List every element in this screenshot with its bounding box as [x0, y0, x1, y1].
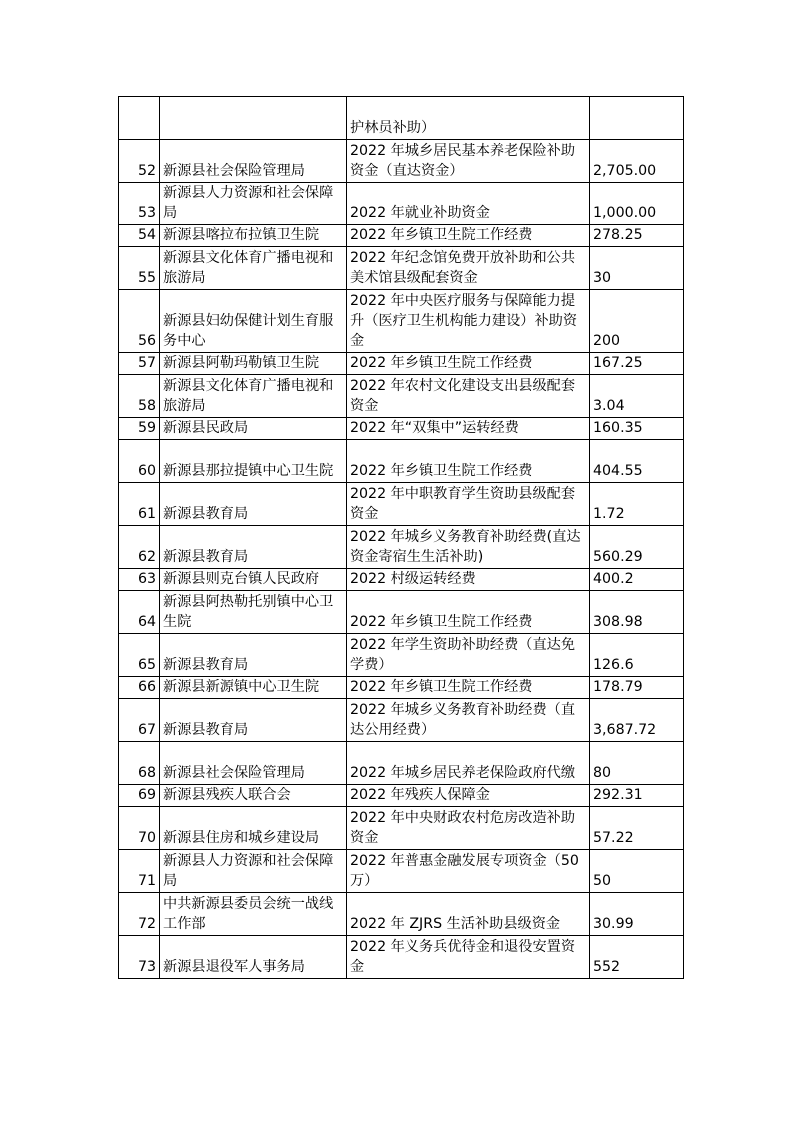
amount-cell [590, 97, 684, 140]
project-name-cell: 2022 年学生资助补助经费（直达免学费） [347, 634, 590, 677]
unit-name-cell: 新源县住房和城乡建设局 [160, 807, 347, 850]
project-name-cell: 2022 年乡镇卫生院工作经费 [347, 440, 590, 483]
amount-cell: 178.79 [590, 677, 684, 699]
project-name-cell: 2022 年农村文化建设支出县级配套资金 [347, 375, 590, 418]
amount-cell: 308.98 [590, 591, 684, 634]
project-name-cell: 2022 年普惠金融发展专项资金（50 万） [347, 850, 590, 893]
project-name-cell: 2022 年中央医疗服务与保障能力提升（医疗卫生机构能力建设）补助资金 [347, 290, 590, 353]
project-name-cell: 2022 年义务兵优待金和退役安置资金 [347, 936, 590, 979]
table-row [119, 183, 684, 225]
table-row [119, 742, 684, 785]
unit-name-cell: 新源县教育局 [160, 483, 347, 526]
table-row [119, 591, 684, 634]
project-name-cell: 2022 年城乡义务教育补助经费（直达公用经费） [347, 699, 590, 742]
project-name-cell: 2022 年纪念馆免费开放补助和公共美术馆县级配套资金 [347, 247, 590, 290]
project-name-cell: 2022 年乡镇卫生院工作经费 [347, 591, 590, 634]
project-name-cell: 护林员补助） [347, 97, 590, 140]
row-number-cell: 69 [119, 785, 160, 807]
row-number-cell: 60 [119, 440, 160, 483]
amount-cell: 57.22 [590, 807, 684, 850]
row-number-cell: 67 [119, 699, 160, 742]
row-number-cell: 73 [119, 936, 160, 979]
amount-cell: 292.31 [590, 785, 684, 807]
row-number-cell: 56 [119, 290, 160, 353]
table-row [119, 677, 684, 699]
project-name-cell: 2022 年 ZJRS 生活补助县级资金 [347, 893, 590, 936]
amount-cell: 167.25 [590, 353, 684, 375]
amount-cell: 30 [590, 247, 684, 290]
table-row [119, 247, 684, 290]
table-row [119, 290, 684, 353]
unit-name-cell: 新源县社会保险管理局 [160, 742, 347, 785]
unit-name-cell [160, 97, 347, 140]
unit-name-cell: 新源县民政局 [160, 418, 347, 440]
table-row [119, 526, 684, 569]
project-name-cell: 2022 年中职教育学生资助县级配套资金 [347, 483, 590, 526]
table-row [119, 483, 684, 526]
table-row [119, 375, 684, 418]
unit-name-cell: 新源县那拉提镇中心卫生院 [160, 440, 347, 483]
row-number-cell: 61 [119, 483, 160, 526]
amount-cell: 50 [590, 850, 684, 893]
unit-name-cell: 新源县文化体育广播电视和旅游局 [160, 247, 347, 290]
amount-cell: 404.55 [590, 440, 684, 483]
amount-cell: 30.99 [590, 893, 684, 936]
amount-cell: 1,000.00 [590, 183, 684, 225]
amount-cell: 160.35 [590, 418, 684, 440]
row-number-cell: 70 [119, 807, 160, 850]
row-number-cell: 68 [119, 742, 160, 785]
row-number-cell [119, 97, 160, 140]
unit-name-cell: 新源县妇幼保健计划生育服务中心 [160, 290, 347, 353]
amount-cell: 2,705.00 [590, 140, 684, 183]
amount-cell: 278.25 [590, 225, 684, 247]
unit-name-cell: 新源县新源镇中心卫生院 [160, 677, 347, 699]
table-row [119, 418, 684, 440]
row-number-cell: 64 [119, 591, 160, 634]
row-number-cell: 63 [119, 569, 160, 591]
row-number-cell: 54 [119, 225, 160, 247]
row-number-cell: 53 [119, 183, 160, 225]
amount-cell: 80 [590, 742, 684, 785]
amount-cell: 126.6 [590, 634, 684, 677]
table-row [119, 807, 684, 850]
row-number-cell: 55 [119, 247, 160, 290]
unit-name-cell: 新源县文化体育广播电视和旅游局 [160, 375, 347, 418]
project-name-cell: 2022 年就业补助资金 [347, 183, 590, 225]
table-row [119, 97, 684, 140]
unit-name-cell: 新源县人力资源和社会保障局 [160, 183, 347, 225]
table-row [119, 893, 684, 936]
unit-name-cell: 新源县阿勒玛勒镇卫生院 [160, 353, 347, 375]
table-row [119, 936, 684, 979]
table-body [119, 97, 684, 979]
row-number-cell: 57 [119, 353, 160, 375]
table-row [119, 785, 684, 807]
table-row [119, 850, 684, 893]
row-number-cell: 66 [119, 677, 160, 699]
amount-cell: 400.2 [590, 569, 684, 591]
project-name-cell: 2022 年乡镇卫生院工作经费 [347, 225, 590, 247]
amount-cell: 560.29 [590, 526, 684, 569]
row-number-cell: 58 [119, 375, 160, 418]
table-row [119, 225, 684, 247]
project-name-cell: 2022 年乡镇卫生院工作经费 [347, 677, 590, 699]
table-row [119, 440, 684, 483]
unit-name-cell: 新源县教育局 [160, 526, 347, 569]
unit-name-cell: 新源县退役军人事务局 [160, 936, 347, 979]
table-row [119, 699, 684, 742]
project-name-cell: 2022 村级运转经费 [347, 569, 590, 591]
table-row [119, 569, 684, 591]
unit-name-cell: 新源县人力资源和社会保障局 [160, 850, 347, 893]
amount-cell: 3.04 [590, 375, 684, 418]
unit-name-cell: 中共新源县委员会统一战线工作部 [160, 893, 347, 936]
budget-table [118, 96, 684, 979]
project-name-cell: 2022 年城乡居民基本养老保险补助资金（直达资金） [347, 140, 590, 183]
unit-name-cell: 新源县阿热勒托别镇中心卫生院 [160, 591, 347, 634]
row-number-cell: 65 [119, 634, 160, 677]
table-row [119, 140, 684, 183]
amount-cell: 552 [590, 936, 684, 979]
table-row [119, 634, 684, 677]
amount-cell: 3,687.72 [590, 699, 684, 742]
project-name-cell: 2022 年城乡居民养老保险政府代缴 [347, 742, 590, 785]
unit-name-cell: 新源县教育局 [160, 634, 347, 677]
project-name-cell: 2022 年“双集中”运转经费 [347, 418, 590, 440]
project-name-cell: 2022 年乡镇卫生院工作经费 [347, 353, 590, 375]
unit-name-cell: 新源县喀拉布拉镇卫生院 [160, 225, 347, 247]
amount-cell: 200 [590, 290, 684, 353]
row-number-cell: 71 [119, 850, 160, 893]
project-name-cell: 2022 年残疾人保障金 [347, 785, 590, 807]
unit-name-cell: 新源县教育局 [160, 699, 347, 742]
unit-name-cell: 新源县则克台镇人民政府 [160, 569, 347, 591]
row-number-cell: 62 [119, 526, 160, 569]
project-name-cell: 2022 年城乡义务教育补助经费(直达资金寄宿生生活补助) [347, 526, 590, 569]
project-name-cell: 2022 年中央财政农村危房改造补助资金 [347, 807, 590, 850]
row-number-cell: 59 [119, 418, 160, 440]
table-row [119, 353, 684, 375]
row-number-cell: 72 [119, 893, 160, 936]
unit-name-cell: 新源县社会保险管理局 [160, 140, 347, 183]
unit-name-cell: 新源县残疾人联合会 [160, 785, 347, 807]
row-number-cell: 52 [119, 140, 160, 183]
amount-cell: 1.72 [590, 483, 684, 526]
